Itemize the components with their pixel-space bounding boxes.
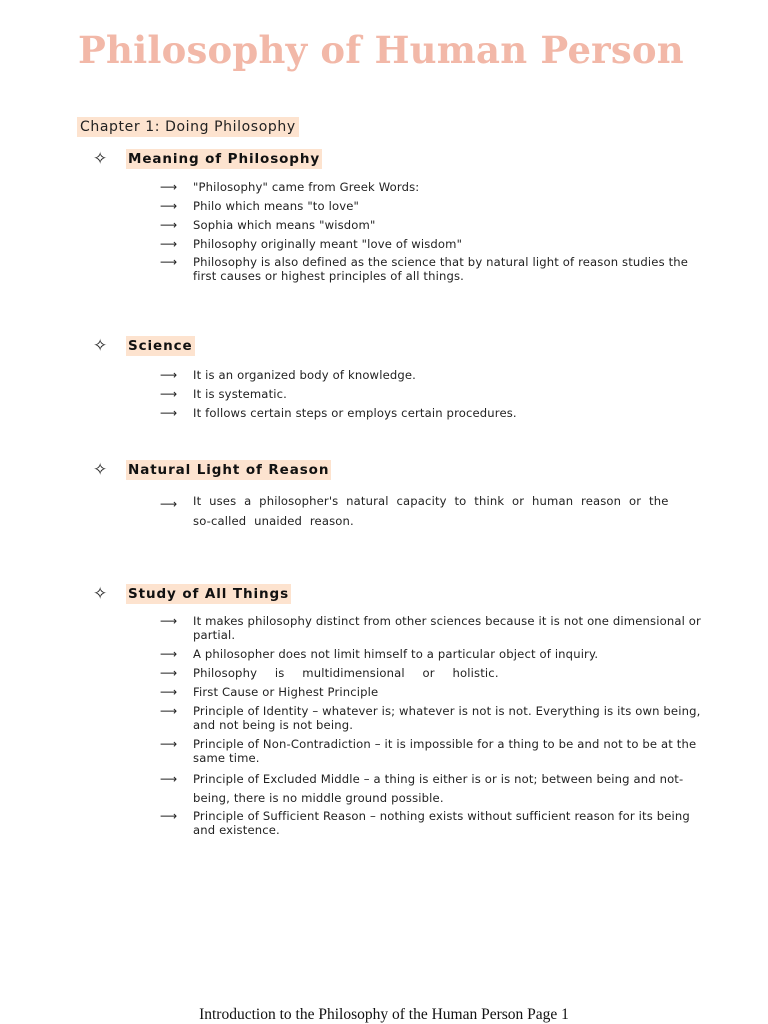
right-arrow-icon: ⟶ [160, 406, 178, 420]
item-list [93, 491, 703, 531]
list-item [93, 256, 703, 283]
right-arrow-icon: ⟶ [160, 237, 178, 251]
four-point-star-icon: ✧ [93, 336, 108, 356]
list-item [93, 180, 703, 195]
list-item [93, 491, 693, 531]
list-item [93, 685, 703, 700]
section-heading: Meaning of Philosophy [128, 151, 321, 167]
item-text: Philosophy originally meant "love of wisdom" [193, 237, 463, 251]
right-arrow-icon: ⟶ [160, 497, 178, 511]
list-item [93, 809, 703, 837]
right-arrow-icon: ⟶ [160, 368, 178, 382]
section-meaning-of-philosophy [93, 148, 703, 283]
right-arrow-icon: ⟶ [160, 199, 178, 213]
item-text: Sophia which means "wisdom" [193, 218, 376, 232]
chapter-heading: Chapter 1: Doing Philosophy [77, 117, 299, 137]
right-arrow-icon: ⟶ [160, 772, 178, 786]
list-item [93, 199, 703, 214]
item-text: It is systematic. [193, 387, 287, 401]
four-point-star-icon: ✧ [93, 149, 108, 169]
item-text: It follows certain steps or employs certain procedures. [193, 406, 517, 420]
right-arrow-icon: ⟶ [160, 704, 178, 718]
right-arrow-icon: ⟶ [160, 809, 178, 823]
section-heading: Science [128, 338, 193, 354]
list-item [93, 218, 703, 233]
list-item [93, 737, 703, 765]
item-text: It is an organized body of knowledge. [193, 368, 416, 382]
list-item [93, 406, 703, 421]
section-study-of-all-things [93, 583, 703, 837]
list-item [93, 647, 703, 662]
item-text: A philosopher does not limit himself to a particular object of inquiry. [193, 647, 599, 661]
item-text: It uses a philosopher's natural capacity to think or human reason or the so-called unaided reason. [193, 494, 669, 528]
right-arrow-icon: ⟶ [160, 255, 178, 269]
document-title: Philosophy of Human Person [78, 28, 684, 72]
list-item [93, 237, 703, 252]
right-arrow-icon: ⟶ [160, 387, 178, 401]
right-arrow-icon: ⟶ [160, 737, 178, 751]
list-item [93, 666, 703, 681]
item-text: Principle of Sufficient Reason – nothing exists without sufficient reason for its being and existence. [193, 809, 690, 837]
item-list [93, 180, 703, 283]
item-text: Principle of Non-Contradiction – it is impossible for a thing to be and not to be at the same time. [193, 737, 697, 765]
item-text: It makes philosophy distinct from other sciences because it is not one dimensional or partial. [193, 614, 701, 642]
section-heading: Natural Light of Reason [128, 462, 330, 478]
section-science [93, 335, 703, 421]
item-text: Philo which means "to love" [193, 199, 359, 213]
list-item [93, 368, 703, 383]
list-item [93, 615, 703, 642]
section-natural-light-of-reason [93, 459, 703, 531]
list-item [93, 704, 703, 732]
right-arrow-icon: ⟶ [160, 647, 178, 661]
item-text: Principle of Identity – whatever is; whatever is not is not. Everything is its own being, and not being is not being. [193, 704, 701, 732]
list-item [93, 387, 703, 402]
item-text: First Cause or Highest Principle [193, 685, 379, 699]
item-text: Philosophy is also defined as the science that by natural light of reason studies the first causes or highest principles of all things. [193, 255, 689, 283]
right-arrow-icon: ⟶ [160, 180, 178, 194]
section-heading: Study of All Things [128, 586, 290, 602]
right-arrow-icon: ⟶ [160, 614, 178, 628]
four-point-star-icon: ✧ [93, 584, 108, 604]
item-list [93, 615, 703, 837]
page-footer: Introduction to the Philosophy of the Human Person Page 1 [199, 1006, 569, 1023]
item-list [93, 368, 703, 421]
item-text: Principle of Excluded Middle – a thing is either is or is not; between being and not-being, there is no middle ground possible. [193, 772, 684, 805]
item-text: Philosophy is multidimensional or holistic. [193, 666, 499, 680]
four-point-star-icon: ✧ [93, 460, 108, 480]
right-arrow-icon: ⟶ [160, 218, 178, 232]
right-arrow-icon: ⟶ [160, 685, 178, 699]
item-text: "Philosophy" came from Greek Words: [193, 180, 420, 194]
list-item [93, 770, 703, 808]
right-arrow-icon: ⟶ [160, 666, 178, 680]
